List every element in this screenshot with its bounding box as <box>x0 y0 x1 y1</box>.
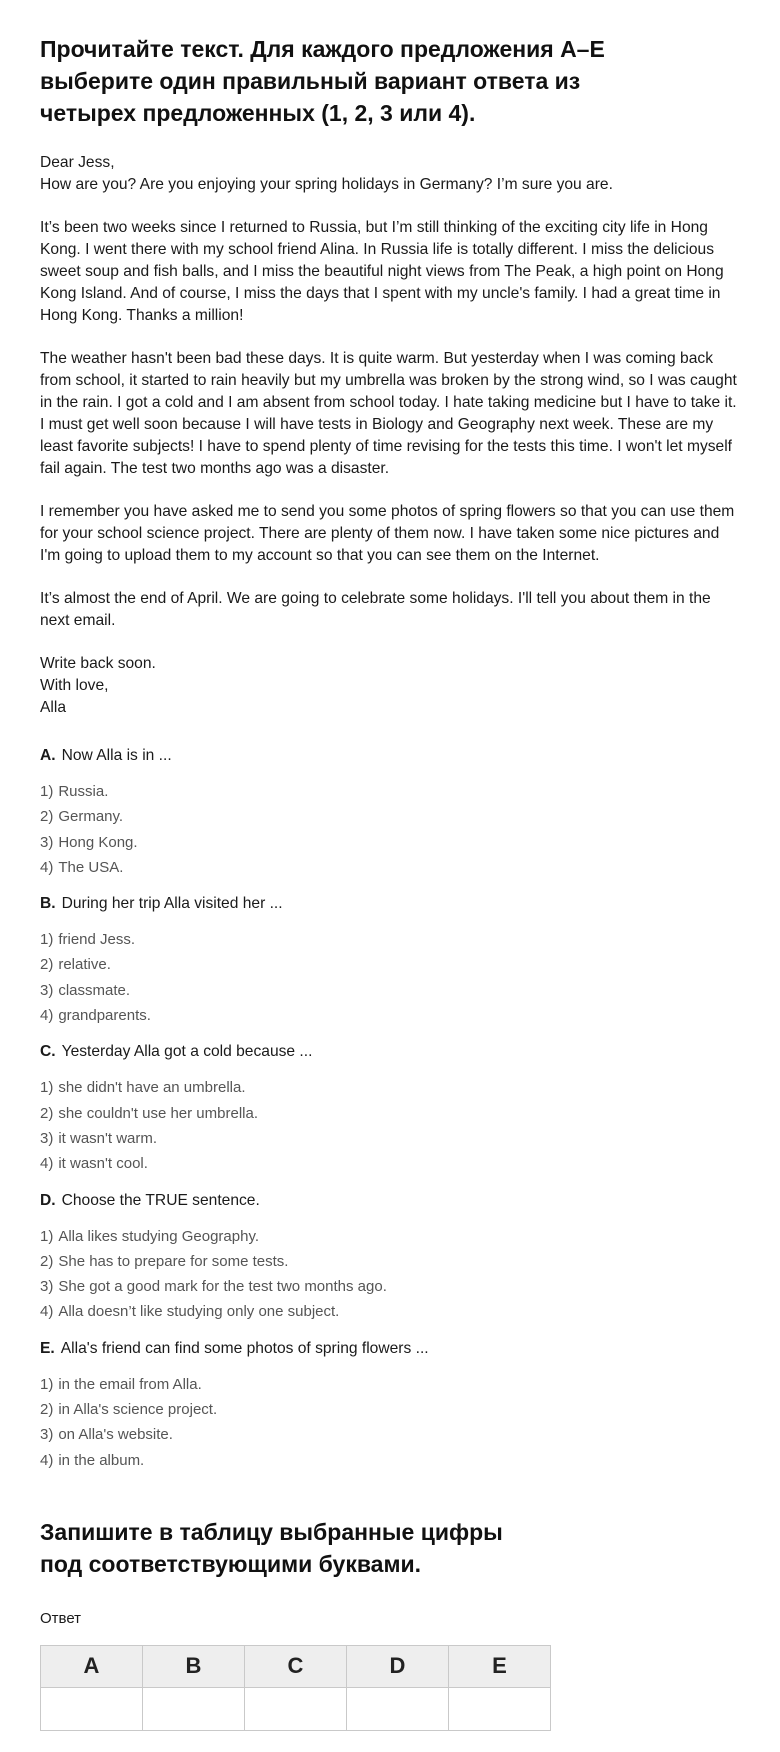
option[interactable]: 4) Alla doesn’t like studying only one subject. <box>40 1303 340 1321</box>
question-letter: B. <box>40 895 56 913</box>
letter-closing-1: Write back soon. <box>40 655 156 672</box>
answer-header-a: A <box>41 1645 143 1687</box>
letter-paragraph-3: I remember you have asked me to send you some photos of spring flowers so that you can use them for your school science project. There are plenty of them now. I have taken some nice pictures and I'm going to upload them to my account so that you can see them on the Internet. <box>40 503 735 564</box>
option[interactable]: 1) Alla likes studying Geography. <box>40 1227 260 1245</box>
question-letter: E. <box>40 1339 55 1357</box>
question-text: Alla's friend can find some photos of spring flowers ... <box>60 1339 429 1357</box>
answer-cell-b[interactable] <box>143 1687 245 1730</box>
answer-cell-e[interactable] <box>449 1687 551 1730</box>
question-text: Yesterday Alla got a cold because ... <box>61 1043 313 1061</box>
option[interactable]: 1) friend Jess. <box>40 931 136 949</box>
answer-header-c: C <box>245 1645 347 1687</box>
letter-paragraph-4: It’s almost the end of April. We are going to celebrate some holidays. I'll tell you about them in the next email. <box>40 590 711 629</box>
question-e <box>40 1338 740 1473</box>
answer-header-d: D <box>347 1645 449 1687</box>
option[interactable]: 3) She got a good mark for the test two months ago. <box>40 1278 387 1296</box>
letter-closing-2: With love, <box>40 677 109 694</box>
option[interactable]: 4) grandparents. <box>40 1007 151 1025</box>
letter-greeting: Dear Jess, <box>40 154 115 171</box>
question-letter: A. <box>40 747 56 764</box>
option[interactable]: 3) classmate. <box>40 981 131 999</box>
answer-header-b: B <box>143 1645 245 1687</box>
answer-table <box>40 1645 551 1731</box>
option[interactable]: 3) Hong Kong. <box>40 833 138 851</box>
option[interactable]: 2) Germany. <box>40 808 124 826</box>
option[interactable]: 3) it wasn't warm. <box>40 1129 158 1147</box>
option[interactable]: 4) it wasn't cool. <box>40 1155 148 1173</box>
questions <box>40 745 740 1473</box>
option[interactable]: 4) in the album. <box>40 1451 145 1469</box>
letter-signature: Alla <box>40 699 67 716</box>
letter <box>40 152 740 719</box>
question-letter: C. <box>40 1043 56 1061</box>
question-text: Choose the TRUE sentence. <box>61 1191 260 1209</box>
option[interactable]: 1) Russia. <box>40 783 109 800</box>
answer-label: Ответ <box>40 1609 82 1627</box>
question-c <box>40 1041 740 1176</box>
question-a <box>40 745 740 880</box>
question-letter: D. <box>40 1191 56 1209</box>
question-b <box>40 893 740 1028</box>
answer-cell-a[interactable] <box>41 1687 143 1730</box>
question-text: During her trip Alla visited her ... <box>61 895 283 913</box>
answer-cell-d[interactable] <box>347 1687 449 1730</box>
task-title: Прочитайте текст. Для каждого предложения A–E выберите один правильный вариант ответа из четырех предложенных (1, 2, 3 или 4). <box>40 36 605 126</box>
option[interactable]: 2) she couldn't use her umbrella. <box>40 1104 258 1122</box>
option[interactable]: 3) on Alla's website. <box>40 1426 173 1444</box>
letter-paragraph-2: The weather hasn't been bad these days. It is quite warm. But yesterday when I was coming back from school, it started to rain heavily but my umbrella was broken by the strong wind, so I was caught in the rain. I got a cold and I am absent from school today. I hate taking medicine but I have to take it. I must get well soon because I will have tests in Biology and Geography next week. These are my least favorite subjects! I have to spend plenty of time revising for the tests this time. I won't let myself fail again. The test two months ago was a disaster. <box>40 350 737 477</box>
answer-cell-c[interactable] <box>245 1687 347 1730</box>
answer-header-e: E <box>449 1645 551 1687</box>
option[interactable]: 2) in Alla's science project. <box>40 1401 218 1419</box>
question-d <box>40 1190 740 1325</box>
option[interactable]: 1) she didn't have an umbrella. <box>40 1079 246 1097</box>
option[interactable]: 1) in the email from Alla. <box>40 1375 202 1393</box>
option[interactable]: 2) relative. <box>40 956 111 974</box>
question-text: Now Alla is in ... <box>61 747 172 764</box>
option[interactable]: 2) She has to prepare for some tests. <box>40 1252 289 1270</box>
answer-title: Запишите в таблицу выбранные цифры под соответствующими буквами. <box>40 1518 503 1577</box>
letter-paragraph-1: It’s been two weeks since I returned to Russia, but I’m still thinking of the exciting city life in Hong Kong. I went there with my school friend Alina. In Russia life is totally different. I miss the delicious sweet soup and fish balls, and I miss the beautiful night views from The Peak, a high point on Hong Kong Island. And of course, I miss the days that I spent with my uncle's family. I had a great time in Hong Kong. Thanks a million! <box>40 219 724 324</box>
option[interactable]: 4) The USA. <box>40 858 124 876</box>
letter-line1: How are you? Are you enjoying your spring holidays in Germany? I’m sure you are. <box>40 176 613 193</box>
